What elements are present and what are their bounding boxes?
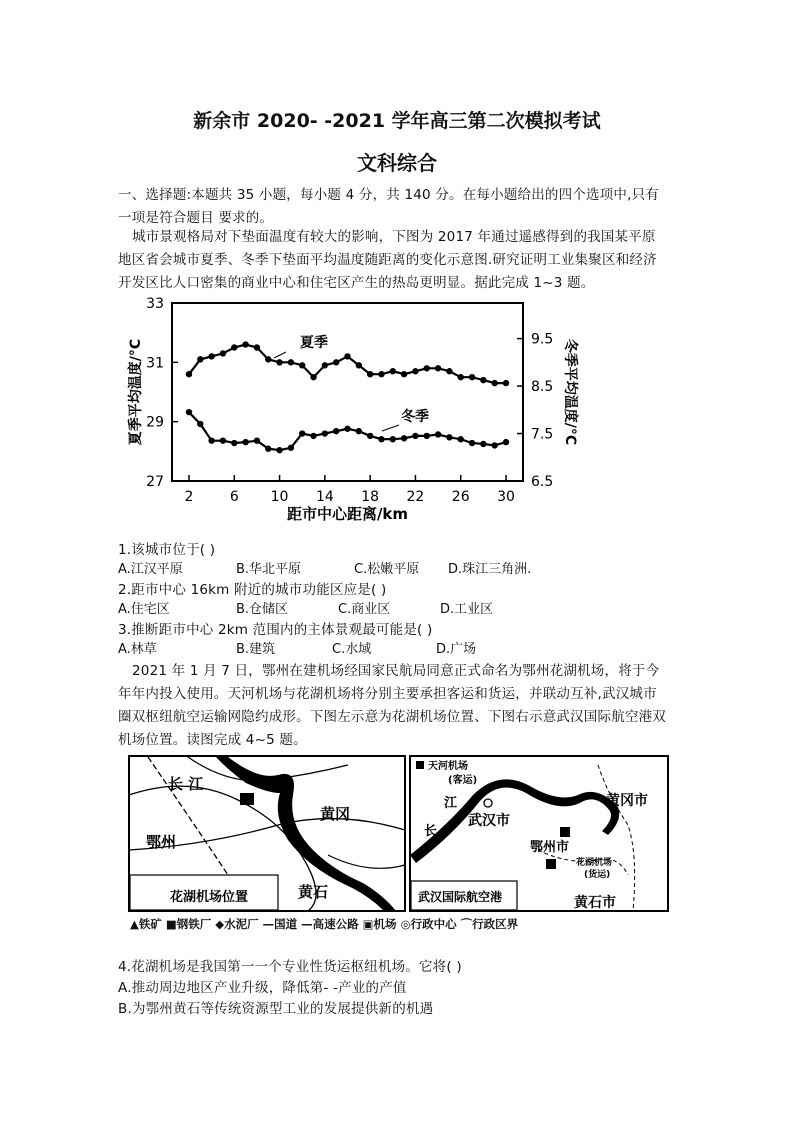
data-point — [276, 447, 282, 453]
passage2-line-4: 机场位置。读图完成 4~5 题。 — [118, 732, 307, 748]
data-point — [356, 428, 362, 434]
winter-label-leader — [382, 425, 399, 431]
label-changjiang: 长 江 — [168, 775, 204, 793]
data-point — [220, 437, 226, 443]
data-point — [344, 426, 350, 432]
passage1-line-3: 开发区比人口密集的商业中心和住宅区产生的热岛更明显。据此完成 1~3 题。 — [118, 275, 595, 291]
summer-label-leader — [274, 352, 286, 358]
national-road-icon: — — [262, 917, 275, 931]
data-point — [197, 421, 203, 427]
data-point — [378, 436, 384, 442]
q2-option-a[interactable]: A.住宅区 — [118, 602, 170, 617]
data-point — [220, 350, 226, 356]
x-tick-label: 10 — [270, 489, 289, 505]
data-point — [412, 368, 418, 374]
y-right-tick-label: 6.5 — [531, 474, 554, 490]
data-point — [424, 433, 430, 439]
q1-option-d[interactable]: D.珠江三角洲. — [448, 562, 532, 577]
data-point — [254, 437, 260, 443]
data-point — [356, 362, 362, 368]
passage2-line-1: 2021 年 1 月 7 日，鄂州在建机场经国家民航局同意正式命名为鄂州花湖机场，将于今 — [132, 663, 660, 679]
x-tick-label: 18 — [361, 489, 380, 505]
legend-admin-center: 行政中心 — [410, 917, 457, 931]
map-right-caption: 武汉国际航空港 — [418, 890, 503, 904]
x-tick-label: 6 — [229, 489, 239, 505]
data-point — [208, 353, 214, 359]
data-point — [265, 356, 271, 362]
boundary-icon: ⌒ — [460, 917, 473, 931]
q2-option-b[interactable]: B.仓储区 — [236, 602, 289, 617]
data-point — [401, 371, 407, 377]
data-point — [367, 371, 373, 377]
data-point — [435, 365, 441, 371]
label-huangshi-city: 黄石市 — [574, 895, 616, 911]
q2-stem: 2.距市中心 16km 附近的城市功能区应是( ) — [118, 582, 387, 598]
x-tick-label: 14 — [315, 489, 334, 505]
x-axis-label: 距市中心距离/km — [286, 505, 409, 523]
passage1-line-2: 地区省会城市夏季、冬季下垫面平均温度随距离的变化示意图.研究证明工业集聚区和经济 — [118, 252, 657, 268]
data-point — [401, 435, 407, 441]
data-point — [344, 353, 350, 359]
y-left-axis-label: 夏季平均温度/°C — [128, 338, 144, 446]
data-point — [491, 442, 497, 448]
map-left-caption: 花湖机场位置 — [170, 890, 249, 905]
data-point — [197, 356, 203, 362]
label-ezhou: 鄂州 — [146, 833, 177, 851]
data-point — [276, 359, 282, 365]
intro-line-1: 一、选择题:本题共 35 小题，每小题 4 分，共 140 分。在每小题给出的四个选项中,只有 — [118, 187, 660, 203]
legend-road: 国道 — [274, 917, 298, 931]
exam-title: 新余市 2020- -2021 学年高三第二次模拟考试 — [193, 110, 601, 132]
data-point — [491, 380, 497, 386]
legend-airport: 机场 — [373, 917, 397, 931]
data-point — [333, 359, 339, 365]
y-left-tick-label: 33 — [146, 296, 164, 312]
temperature-chart — [118, 293, 588, 525]
data-point — [231, 344, 237, 350]
y-left-tick-label: 29 — [146, 414, 164, 431]
q1-option-a[interactable]: A.江汉平原 — [118, 562, 183, 577]
admin-center-icon: ◎ — [400, 917, 411, 931]
data-point — [469, 374, 475, 380]
iron-icon: ▲ — [130, 917, 139, 931]
data-point — [186, 409, 192, 415]
q3-option-c[interactable]: C.水域 — [332, 642, 372, 657]
data-point — [424, 365, 430, 371]
data-point — [310, 374, 316, 380]
data-point — [333, 428, 339, 434]
q2-option-d[interactable]: D.工业区 — [440, 602, 494, 617]
data-point — [469, 440, 475, 446]
data-point — [265, 446, 271, 452]
data-point — [390, 436, 396, 442]
map-right — [410, 756, 668, 911]
passage1-line-1: 城市景观格局对下垫面温度有较大的影响，下图为 2017 年通过遥感得到的我国某平原 — [132, 229, 656, 245]
plot-frame — [172, 303, 523, 481]
q4-option-b[interactable]: B.为鄂州黄石等传统资源型工业的发展提供新的机遇 — [118, 1001, 434, 1017]
data-point — [446, 434, 452, 440]
legend-steel: 钢铁厂 — [176, 917, 212, 931]
map-legend — [130, 916, 518, 932]
highway-icon: — — [301, 917, 313, 931]
data-point — [288, 359, 294, 365]
series-label-winter: 冬季 — [401, 409, 429, 425]
legend-boundary: 行政区界 — [472, 917, 519, 931]
q3-option-b[interactable]: B.建筑 — [236, 642, 276, 657]
label-huanggang: 黄冈 — [320, 805, 351, 823]
intro-line-2: 一项是符合题目 要求的。 — [118, 210, 274, 226]
steel-icon: ■ — [165, 917, 177, 931]
q1-option-b[interactable]: B.华北平原 — [236, 562, 302, 577]
cement-icon: ◆ — [215, 917, 225, 931]
exam-subject: 文科综合 — [357, 151, 437, 175]
x-tick-label: 22 — [406, 489, 425, 505]
map-left — [129, 756, 405, 911]
data-point — [446, 368, 452, 374]
data-point — [412, 433, 418, 439]
x-tick-label: 2 — [184, 489, 194, 505]
x-tick-label: 30 — [497, 489, 515, 505]
airport-legend-icon: ▣ — [362, 917, 374, 931]
y-right-axis-label: 冬季平均温度/°C — [562, 338, 578, 446]
airport-maps — [128, 755, 670, 913]
label-huanggang-city: 黄冈市 — [606, 793, 648, 809]
data-point — [322, 430, 328, 436]
q2-option-c[interactable]: C.商业区 — [338, 602, 391, 617]
q4-option-a[interactable]: A.推动周边地区产业升级，降低第- -产业的产值 — [118, 980, 407, 996]
label-wuhan: 武汉市 — [468, 813, 510, 829]
data-point — [299, 362, 305, 368]
data-point — [288, 445, 294, 451]
data-point — [435, 431, 441, 437]
q1-stem: 1.该城市位于( ) — [118, 542, 216, 558]
label-huangshi: 黄石 — [298, 883, 329, 901]
data-point — [186, 371, 192, 377]
legend-highway: 高速公路 — [312, 917, 359, 931]
data-point — [458, 436, 464, 442]
y-left-tick-label: 31 — [146, 355, 164, 372]
passage2-line-3: 圈双枢纽航空运输网隐约成形。下图左示意为花湖机场位置、下图右示意武汉国际航空港双 — [118, 709, 666, 725]
data-point — [231, 440, 237, 446]
y-right-tick-label: 7.5 — [531, 426, 554, 443]
data-point — [242, 341, 248, 347]
data-point — [254, 344, 260, 350]
label-jiang: 江 — [444, 796, 458, 811]
q3-option-d[interactable]: D.广场 — [436, 642, 477, 657]
data-point — [299, 430, 305, 436]
data-point — [480, 441, 486, 447]
legend-iron: 铁矿 — [138, 917, 162, 931]
y-right-tick-label: 9.5 — [531, 331, 554, 348]
legend-cement: 水泥厂 — [224, 917, 259, 931]
data-point — [480, 377, 486, 383]
q3-option-a[interactable]: A.林草 — [118, 642, 157, 657]
q3-stem: 3.推断距市中心 2km 范围内的主体景观最可能是( ) — [118, 622, 433, 638]
y-left-tick-label: 27 — [146, 474, 164, 490]
label-ezhou-city: 鄂州市 — [530, 840, 570, 855]
airport-icon — [240, 793, 254, 805]
data-point — [322, 362, 328, 368]
data-point — [503, 439, 509, 445]
data-point — [378, 371, 384, 377]
q1-option-c[interactable]: C.松嫩平原 — [354, 562, 420, 577]
label-tianhe: 天河机场 — [428, 761, 468, 772]
series-label-summer: 夏季 — [300, 335, 328, 351]
label-huahu-sub: (货运) — [584, 870, 611, 880]
data-point — [503, 380, 509, 386]
data-point — [390, 368, 396, 374]
data-point — [242, 439, 248, 445]
y-right-tick-label: 8.5 — [531, 379, 554, 396]
label-tianhe-sub: (客运) — [448, 775, 478, 786]
x-tick-label: 26 — [451, 489, 470, 505]
data-point — [458, 374, 464, 380]
q4-stem: 4.花湖机场是我国第一一个专业性货运枢纽机场。它将( ) — [118, 959, 462, 975]
label-huahu: 花湖机场 — [576, 858, 613, 868]
data-point — [310, 433, 316, 439]
label-chang: 长 — [424, 824, 438, 839]
data-point — [208, 437, 214, 443]
data-point — [367, 433, 373, 439]
passage2-line-2: 年年内投入使用。天河机场与花湖机场将分别主要承担客运和货运，并联动互补,武汉城市 — [118, 686, 657, 702]
